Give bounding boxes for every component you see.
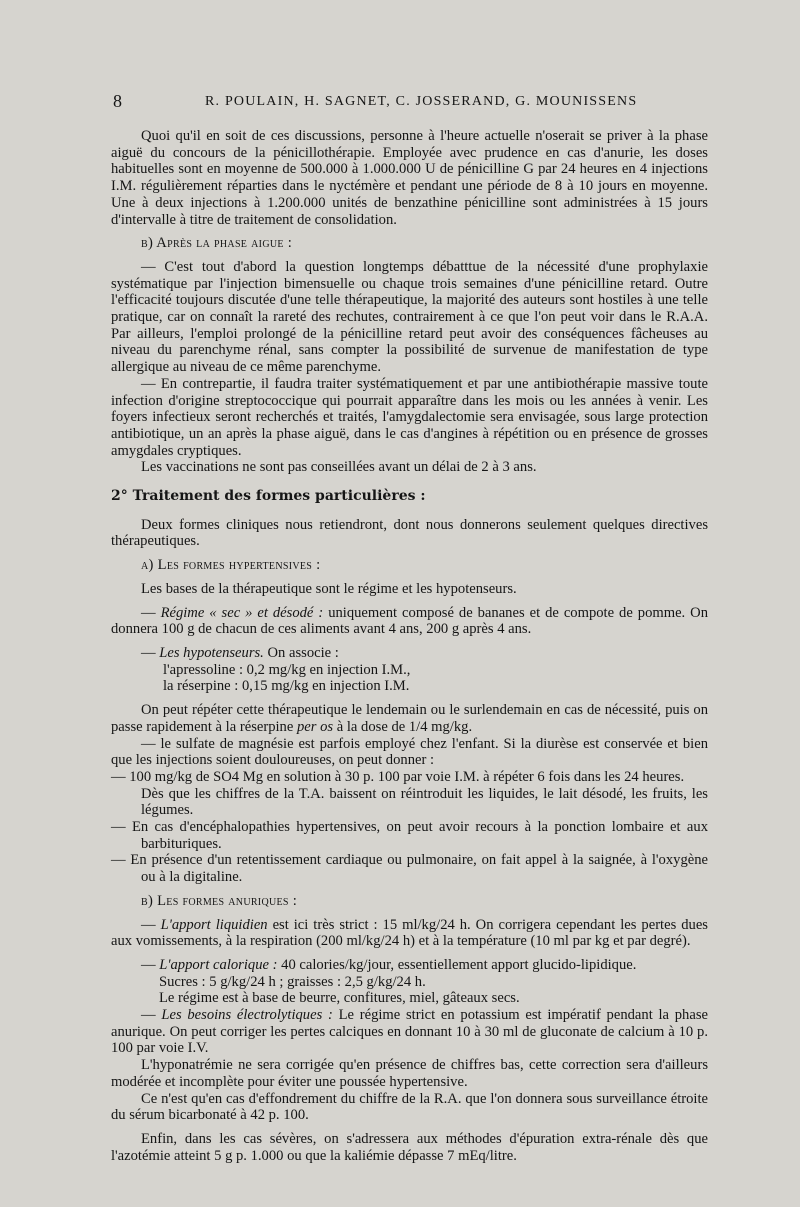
list-item: — 100 mg/kg de SO4 Mg en solution à 30 p. 100 par voie I.M. à répéter 6 fois dans les 24 heures. xyxy=(111,768,685,785)
paragraph-text: Le régime strict en potassium est impératif pendant la phase anurique. On peut corriger les pertes calciques en donnant 10 à 30 ml de gluconate de calcium à 10 p. 100 par voie I.V. xyxy=(111,1007,708,1057)
paragraph-text: uniquement composé de bananes et de compote de pomme. On donnera 100 g de chacun de ces aliments avant 4 ans, 200 g après 4 ans. xyxy=(111,604,708,638)
italic-label: Régime « sec » et désodé : xyxy=(160,604,324,621)
subheading-after-acute-phase: b) Après la phase aigue : xyxy=(141,235,293,252)
italic-label: Les besoins électrolytiques : xyxy=(161,1007,333,1024)
list-item: — En présence d'un retentissement cardiaque ou pulmonaire, on fait appel à la saignée, à l'oxygène ou à la digitaline. xyxy=(111,852,708,886)
italic-label: L'apport calorique : xyxy=(159,956,278,973)
subheading-anuric-forms: b) Les formes anuriques : xyxy=(141,892,298,909)
paragraph: — Les hypotenseurs. On associe : xyxy=(141,644,339,661)
paragraph-text: On peut répéter cette thérapeutique le lendemain ou le surlendemain en cas de nécessité, puis on passe rapidement à la réserpine xyxy=(111,702,708,735)
list-item: — En cas d'encéphalopathies hypertensives, on peut avoir recours à la ponction lombaire et aux barbituriques. xyxy=(111,819,708,852)
paragraph: Les bases de la thérapeutique sont le régime et les hypotenseurs. xyxy=(141,580,517,597)
paragraph xyxy=(111,702,708,735)
italic-label: L'apport liquidien xyxy=(160,916,268,933)
paragraph-text: à la dose de 1/4 mg/kg. xyxy=(333,718,473,735)
paragraph: L'hyponatrémie ne sera corrigée qu'en présence de chiffres bas, cette correction sera d'ailleurs modérée et incomplète pour éviter une poussée hypertensive. xyxy=(111,1057,708,1090)
paragraph: Les vaccinations ne sont pas conseillées avant un délai de 2 à 3 ans. xyxy=(141,459,537,476)
paragraph: — En contrepartie, il faudra traiter systématiquement et par une antibiothérapie massive toute infection d'origine streptococcique qui pourrait apparaître dans les mois ou les années à venir. Les foyers infectieux seront recherchés et traités, l'amygdalectomie sera envisagée, sous large protection antibiotique, un an après la phase aiguë, dans le cas d'angines à répétition ou en présence de grosses amygdales cryptiques. xyxy=(111,375,708,459)
paragraph: — Régime « sec » et désodé : uniquement composé de bananes et de compote de pomme. On donnera 100 g de chacun de ces aliments avant 4 ans, 200 g après 4 ans. xyxy=(111,604,708,638)
paragraph: Deux formes cliniques nous retiendront, dont nous donnerons seulement quelques directives thérapeutiques. xyxy=(111,516,708,550)
article-body xyxy=(111,128,708,1164)
paragraph: — C'est tout d'abord la question longtemps débatttue de la nécessité d'une prophylaxie systématique par l'injection bimensuelle ou chaque trois semaines d'une pénicilline retard. Outre l'efficacité toujours discutée d'une telle thérapeutique, la majorité des auteurs sont hostiles à une telle pratique, car on connaît la rareté des rechutes, contrairement à ce que l'on peut voir dans le R.A.A. Par ailleurs, l'emploi prolongé de la pénicilline retard peut avoir des conséquences fâcheuses au niveau du parenchyme rénal, sans compter la possibilité de survenue de manifestation de type allergique au niveau de ce même parenchyme. xyxy=(111,258,708,376)
list-item-continuation: Dès que les chiffres de la T.A. baissent on réintroduit les liquides, le lait désodé, les fruits, les légumes. xyxy=(141,785,708,819)
dosage-line: la réserpine : 0,15 mg/kg en injection I.M. xyxy=(163,678,410,695)
dosage-line: l'apressoline : 0,2 mg/kg en injection I.M., xyxy=(163,661,411,678)
paragraph-text: est ici très strict : 15 ml/kg/24 h. On corrigera cependant les pertes dues aux vomissements, à la respiration (200 ml/kg/24 h) et à la température (10 ml par kg et par degré). xyxy=(111,916,708,950)
paragraph: Ce n'est qu'en cas d'effondrement du chiffre de la R.A. que l'on donnera sous surveillance étroite du sérum bicarbonaté à 42 p. 100. xyxy=(111,1090,708,1124)
paragraph: — le sulfate de magnésie est parfois employé chez l'enfant. Si la diurèse est conservée et bien que les injections soient douloureuses, on peut donner : xyxy=(111,735,708,769)
paragraph: Enfin, dans les cas sévères, on s'adressera aux méthodes d'épuration extra-rénale dès que l'azotémie atteint 5 g p. 1.000 ou que la kaliémie dépasse 7 mEq/litre. xyxy=(111,1130,708,1164)
paragraph: — Les besoins électrolytiques : Le régime strict en potassium est impératif pendant la phase anurique. On peut corriger les pertes calciques en donnant 10 à 30 ml de gluconate de calcium à 10 p. 100 par voie I.V. xyxy=(111,1007,708,1057)
paragraph: Quoi qu'il en soit de ces discussions, personne à l'heure actuelle n'oserait se priver à la phase aiguë du concours de la pénicillothérapie. Employée avec prudence en cas d'anurie, les doses habituelles sont en moyenne de 500.000 à 1.000.000 U de pénicilline G par 24 heures en 4 injections I.M. régulièrement réparties dans le nyctémère et pendant une période de 8 à 10 jours en moyenne. Une à deux injections à 1.200.000 unités de benzathine pénicilline sont administrées à 15 jours d'intervalle à titre de traitement de consolidation. xyxy=(111,128,708,228)
paragraph: — L'apport liquidien est ici très strict : 15 ml/kg/24 h. On corrigera cependant les pertes dues aux vomissements, à la respiration (200 ml/kg/24 h) et à la température (10 ml par kg et par degré). xyxy=(111,916,708,950)
italic-term: per os xyxy=(297,718,334,735)
dosage-line: Le régime est à base de beurre, confitures, miel, gâteaux secs. xyxy=(159,990,520,1007)
paragraph-text: On associe : xyxy=(263,644,339,661)
dosage-line: Sucres : 5 g/kg/24 h ; graisses : 2,5 g/kg/24 h. xyxy=(159,973,426,990)
subheading-hypertensive-forms: a) Les formes hypertensives : xyxy=(141,557,321,574)
italic-label: Les hypotenseurs. xyxy=(159,644,264,661)
paragraph: — L'apport calorique : 40 calories/kg/jour, essentiellement apport glucido-lipidique. xyxy=(141,956,637,973)
running-head-authors: R. POULAIN, H. SAGNET, C. JOSSERAND, G. MOUNISSENS xyxy=(205,94,638,109)
page-number: 8 xyxy=(113,91,122,111)
section-heading: 2° Traitement des formes particulières : xyxy=(111,488,426,505)
paragraph-text: 40 calories/kg/jour, essentiellement apport glucido-lipidique. xyxy=(277,956,637,973)
